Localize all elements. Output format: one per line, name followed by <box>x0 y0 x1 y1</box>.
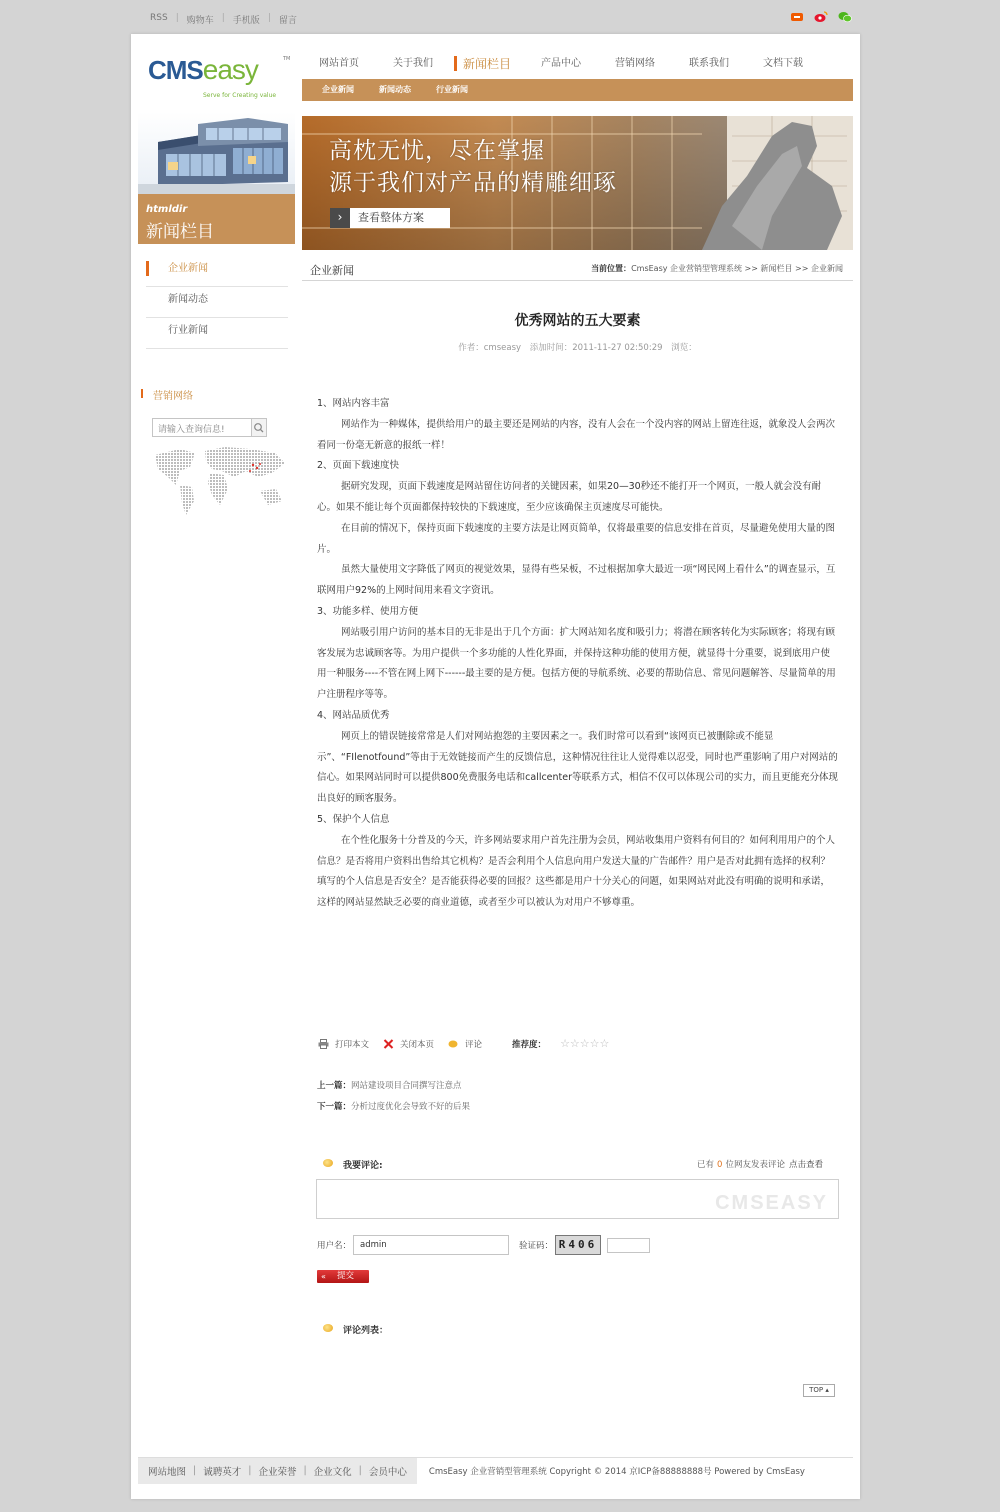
separator: | <box>193 1465 197 1476</box>
comment-count <box>697 1158 823 1170</box>
search-button[interactable] <box>252 418 267 437</box>
nav-item-news[interactable]: 新闻栏目 <box>450 56 524 76</box>
sidebar-item-company-news[interactable]: 企业新闻 <box>146 256 288 287</box>
comment-button[interactable] <box>448 1038 482 1050</box>
comment-list-label: 评论列表： <box>343 1326 389 1336</box>
next-article <box>317 1100 470 1112</box>
recommend-label: 推荐度： <box>512 1039 547 1050</box>
next-article-link[interactable]: 分析过度优化会导致不好的后果 <box>351 1102 471 1112</box>
article-content <box>317 394 839 914</box>
close-page-label: 关闭本页 <box>400 1039 435 1050</box>
double-chevron-left-icon: « <box>321 1272 326 1281</box>
main-navigation <box>302 56 852 76</box>
print-label: 打印本文 <box>335 1039 370 1050</box>
separator: | <box>175 13 179 23</box>
breadcrumb-bar <box>302 256 853 281</box>
footer <box>138 1457 853 1483</box>
article-author: 作者：cmseasy <box>458 343 522 353</box>
comment-list-title <box>323 1323 388 1336</box>
subnav-item-news-updates[interactable]: 新闻动态 <box>379 85 411 94</box>
article-tools <box>318 1037 609 1050</box>
close-icon <box>383 1039 394 1049</box>
building-image <box>138 112 295 194</box>
wechat-icon[interactable] <box>838 11 852 23</box>
comment-dot-icon <box>448 1039 459 1049</box>
page-container <box>131 34 860 1499</box>
bullet-icon <box>323 1159 333 1167</box>
marketing-network-title: 营销网络 <box>139 387 193 402</box>
comment-count-number: 0 <box>717 1160 723 1170</box>
comment-label: 评论 <box>465 1039 483 1050</box>
breadcrumb <box>591 263 843 274</box>
cart-link[interactable]: 购物车 <box>186 16 214 26</box>
print-button[interactable] <box>318 1038 369 1050</box>
article-time: 添加时间：2011-11-27 02:50:29 <box>529 343 663 353</box>
back-to-top-button[interactable] <box>803 1384 835 1397</box>
separator: | <box>221 13 225 23</box>
article-paragraph: 网页上的错误链接常常是人们对网站抱怨的主要因素之一。我们时常可以看到“该网页已被删除或不能显示”、“FIlenotfound”等由于无效链接而产生的反馈信息，这种情况往往让人觉得难以忍受，同时也严重影响了用户对网站的信心。如果网站同时可以提供800免费服务电话和callcenter等联系方式，相信不仅可以体现公司的实力，而且更能充分体现出良好的顾客服务。 <box>317 730 839 805</box>
submit-button[interactable] <box>317 1270 369 1283</box>
footer-link-honors[interactable]: 企业荣誉 <box>258 1466 297 1478</box>
side-menu <box>146 256 288 349</box>
comment-section-title <box>323 1158 383 1171</box>
nav-item-downloads[interactable]: 文档下载 <box>763 58 803 69</box>
article-paragraph: 在个性化服务十分普及的今天，许多网站要求用户首先注册为会员，网站收集用户资料有何目的？如何利用用户的个人信息？是否将用户资料出售给其它机构？是否会利用个人信息向用户发送大量的广告邮件？用户是否对此拥有选择的权利？填写的个人信息是否安全？是否能获得必要的回报？这些都是用户十分关心的问题，如果网站对此没有明确的说明和承诺，这样的网站显然缺乏必要的商业道德，或者至少可以被认为对用户不够尊重。 <box>317 834 836 909</box>
bullet-icon <box>323 1324 333 1332</box>
article-paragraph: 据研究发现，页面下载速度是网站留住访问者的关键因素，如果20—30秒还不能打开一个网页，一般人就会没有耐心。如果不能让每个页面都保持较快的下载速度，至少应该确保主页速度尽可能快。 <box>317 481 822 513</box>
subnav-item-company-news[interactable]: 企业新闻 <box>322 85 354 94</box>
weibo-icon[interactable] <box>814 11 828 23</box>
rss-link[interactable]: RSS <box>150 13 168 23</box>
next-label: 下一篇： <box>317 1102 352 1112</box>
article-section-heading: 4、网站品质优秀 <box>317 709 390 721</box>
article-meta <box>302 341 853 353</box>
breadcrumb-label: 当前位置： <box>591 264 632 273</box>
comment-textarea[interactable] <box>316 1179 839 1219</box>
logo-easy-text: easy <box>202 54 258 85</box>
column-title-box <box>138 194 295 244</box>
rating-stars[interactable]: ☆☆☆☆☆ <box>560 1037 610 1050</box>
username-label: 用户名： <box>317 1241 352 1251</box>
close-page-button[interactable] <box>383 1038 434 1050</box>
breadcrumb-path[interactable]: CmsEasy 企业营销型管理系统 >> 新闻栏目 >> 企业新闻 <box>631 264 843 273</box>
footer-link-member[interactable]: 会员中心 <box>368 1466 407 1478</box>
column-title-en: htmldir <box>146 204 188 215</box>
view-solution-label: 查看整体方案 <box>358 211 424 224</box>
footer-links <box>138 1458 417 1484</box>
prev-label: 上一篇： <box>317 1081 352 1091</box>
sub-navigation <box>302 79 853 101</box>
banner-headline-2: 源于我们对产品的精雕细琢 <box>329 170 617 196</box>
prev-article <box>317 1079 462 1091</box>
article-section-heading: 3、功能多样、使用方便 <box>317 605 419 617</box>
chevron-right-icon: › <box>330 208 350 228</box>
article-paragraph: 在目前的情况下，保持页面下载速度的主要方法是让网页简单，仅将最重要的信息安排在首页，尽量避免使用大量的图片。 <box>317 522 836 555</box>
view-comments-link[interactable]: 点击查看 <box>788 1160 823 1170</box>
comment-count-suffix: 位网友发表评论 <box>725 1160 785 1170</box>
separator: | <box>358 1465 362 1476</box>
search-icon <box>252 419 265 436</box>
captcha-label: 验证码： <box>519 1241 554 1251</box>
article-paragraph: 网站吸引用户访问的基本目的无非是出于几个方面：扩大网站知名度和吸引力；将潜在顾客转化为实际顾客；将现有顾客发展为忠诚顾客等。为用户提供一个多功能的人性化界面，并保持这种功能的使用方便，就显得十分重要，说到底用户使用一种服务----不管在网上网下------最主要的是方便。包括方便的导航系统、必要的帮助信息、常见问题解答、尽量简单的用户注册程序等等。 <box>317 626 836 701</box>
search-input[interactable]: 请输入查询信息! <box>152 418 252 437</box>
column-title-cn: 新闻栏目 <box>146 222 214 242</box>
comment-count-prefix: 已有 <box>697 1160 715 1170</box>
captcha-field[interactable] <box>607 1238 650 1253</box>
submit-label: 提交 <box>337 1271 355 1281</box>
captcha-image[interactable]: R406 <box>555 1235 601 1255</box>
footer-link-sitemap[interactable]: 网站地图 <box>148 1466 187 1478</box>
top-label: TOP <box>809 1386 824 1394</box>
nav-item-about[interactable]: 关于我们 <box>393 58 433 69</box>
world-map-image <box>150 441 290 519</box>
separator: | <box>267 13 271 23</box>
article-section-heading: 5、保护个人信息 <box>317 813 390 825</box>
prev-article-link[interactable]: 网站建设项目合同撰写注意点 <box>351 1081 462 1091</box>
nav-item-contact[interactable]: 联系我们 <box>689 58 729 69</box>
footer-link-careers[interactable]: 诚聘英才 <box>203 1466 242 1478</box>
article-paragraph: 虽然大量使用文字降低了网页的视觉效果，显得有些呆板，不过根据加拿大最近一项“网民网上看什么”的调查显示，互联网用户92%的上网时间用来看文字资讯。 <box>317 564 836 597</box>
sidebar-item-news-updates[interactable]: 新闻动态 <box>146 287 288 318</box>
username-field[interactable]: admin <box>353 1235 509 1255</box>
nav-item-products[interactable]: 产品中心 <box>541 58 581 69</box>
logo-tagline: Serve for Creating value <box>203 92 277 99</box>
article-title: 优秀网站的五大要素 <box>514 313 641 329</box>
comment-form-row <box>317 1234 837 1256</box>
article-paragraph: 网站作为一种媒体，提供给用户的最主要还是网站的内容，没有人会在一个没内容的网站上留连往返，就象没人会两次看同一份毫无新意的报纸一样！ <box>317 418 836 451</box>
nav-item-marketing[interactable]: 营销网络 <box>615 58 655 69</box>
footer-copyright: CmsEasy 企业营销型管理系统 Copyright © 2014 京ICP备88888888号 Powered by CmsEasy <box>428 1466 805 1477</box>
cmseasy-watermark: CMSEASY <box>715 1192 828 1214</box>
article-section-heading: 2、页面下载速度快 <box>317 460 400 472</box>
hero-banner <box>302 116 853 250</box>
social-links <box>790 11 852 23</box>
article-views: 浏览： <box>671 343 697 353</box>
logo-cms-text: CMS <box>148 55 203 85</box>
mobile-link[interactable]: 手机版 <box>232 16 260 26</box>
logo-trademark: TM <box>283 56 291 62</box>
subnav-item-industry-news[interactable]: 行业新闻 <box>436 85 468 94</box>
footer-link-culture[interactable]: 企业文化 <box>313 1466 352 1478</box>
view-solution-button[interactable] <box>330 208 450 228</box>
separator: | <box>248 1465 252 1476</box>
top-links <box>150 13 297 26</box>
guestbook-link[interactable]: 留言 <box>278 16 297 26</box>
printer-icon <box>318 1039 329 1049</box>
top-bar <box>0 0 1000 34</box>
taobao-icon[interactable] <box>790 11 804 23</box>
banner-headline-1: 高枕无忧，尽在掌握 <box>329 138 545 164</box>
page-title: 企业新闻 <box>310 264 354 277</box>
nav-item-home[interactable]: 网站首页 <box>319 58 359 69</box>
separator: | <box>303 1465 307 1476</box>
caret-up-icon: ▴ <box>825 1386 829 1394</box>
sidebar-item-industry-news[interactable]: 行业新闻 <box>146 318 288 349</box>
comment-title: 我要评论: <box>343 1161 383 1171</box>
site-logo[interactable] <box>148 54 298 104</box>
article-section-heading: 1、网站内容丰富 <box>317 398 390 409</box>
